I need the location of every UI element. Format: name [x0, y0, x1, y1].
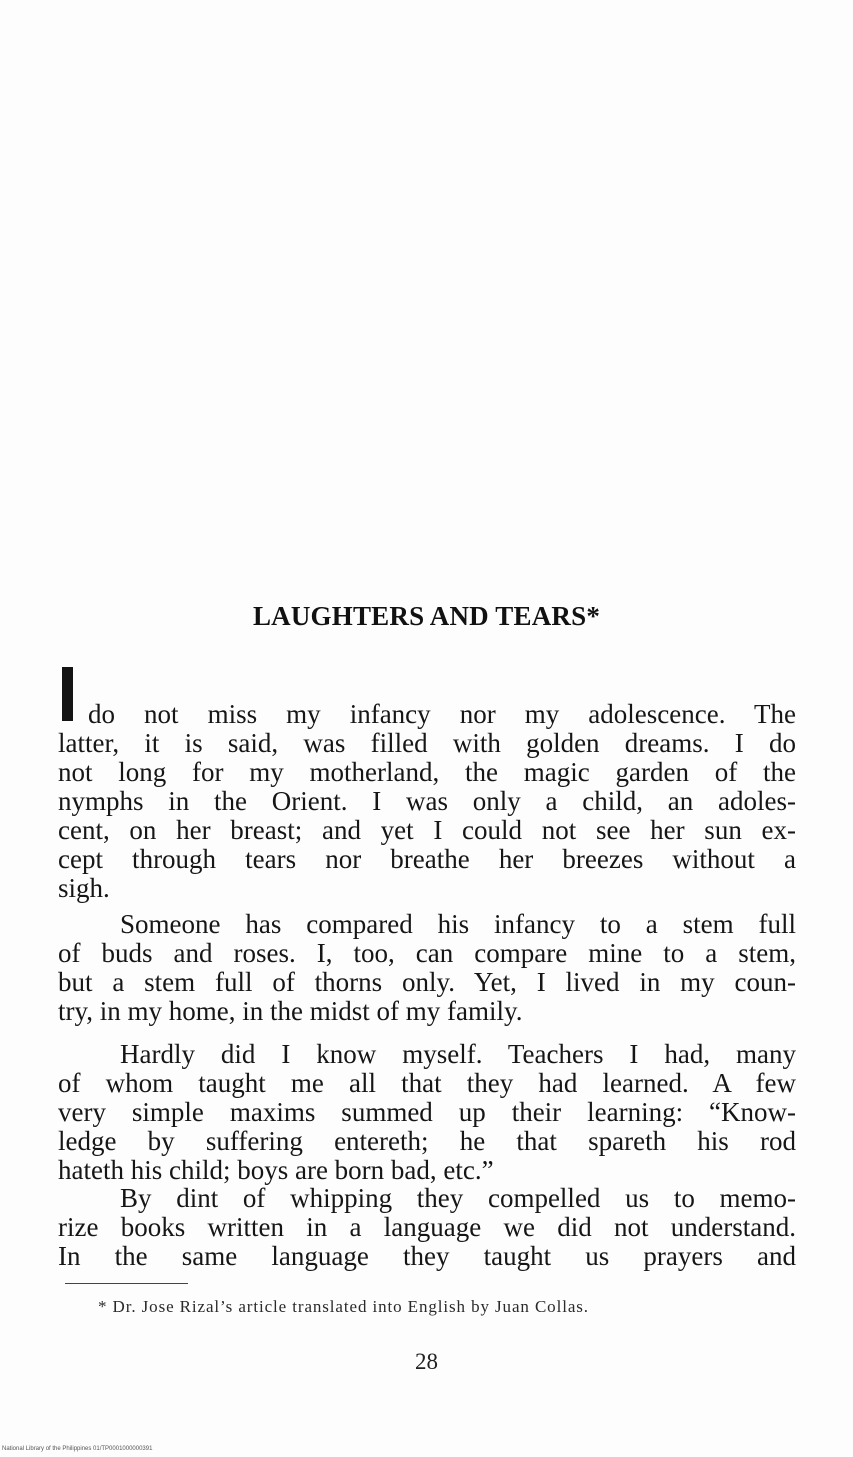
text-line: of whom taught me all that they had learned. A few — [58, 1068, 796, 1098]
text-line: try, in my home, in the midst of my family. — [58, 996, 523, 1026]
text-line: but a stem full of thorns only. Yet, I lived in my coun- — [58, 967, 796, 997]
text-line: nymphs in the Orient. I was only a child, an adoles- — [58, 786, 796, 816]
paragraph-1 — [58, 700, 796, 903]
paragraph-4 — [58, 1184, 796, 1271]
text-line: latter, it is said, was filled with golden dreams. I do — [58, 728, 796, 758]
text-line: rize books written in a language we did not understand. — [58, 1212, 796, 1242]
text-line: Hardly did I know myself. Teachers I had, many — [120, 1039, 796, 1069]
text-line: of buds and roses. I, too, can compare mine to a stem, — [58, 938, 796, 968]
text-line: very simple maxims summed up their learning: “Know- — [58, 1097, 796, 1127]
text-line: do not miss my infancy nor my adolescence. The — [88, 699, 796, 729]
footnote: * Dr. Jose Rizal’s article translated into English by Juan Collas. — [98, 1297, 589, 1316]
page-title: LAUGHTERS AND TEARS* — [252, 601, 601, 631]
text-line: Someone has compared his infancy to a stem full — [120, 909, 796, 939]
footnote-divider — [65, 1283, 188, 1284]
text-line: sigh. — [58, 873, 110, 903]
page-number: 28 — [415, 1349, 438, 1374]
text-line: By dint of whipping they compelled us to memo- — [120, 1183, 796, 1213]
text-line: hateth his child; boys are born bad, etc.” — [58, 1155, 494, 1185]
paragraph-3 — [58, 1040, 796, 1185]
text-line: ledge by suffering entereth; he that spareth his rod — [58, 1126, 796, 1156]
library-stamp: National Library of the Philippines 01/TP0001000000391 — [2, 1446, 153, 1452]
text-line: cent, on her breast; and yet I could not see her sun ex- — [58, 815, 796, 845]
text-line: not long for my motherland, the magic garden of the — [58, 757, 796, 787]
paragraph-2 — [58, 910, 796, 1026]
text-line: In the same language they taught us prayers and — [58, 1241, 796, 1271]
text-line: cept through tears nor breathe her breezes without a — [58, 844, 796, 874]
